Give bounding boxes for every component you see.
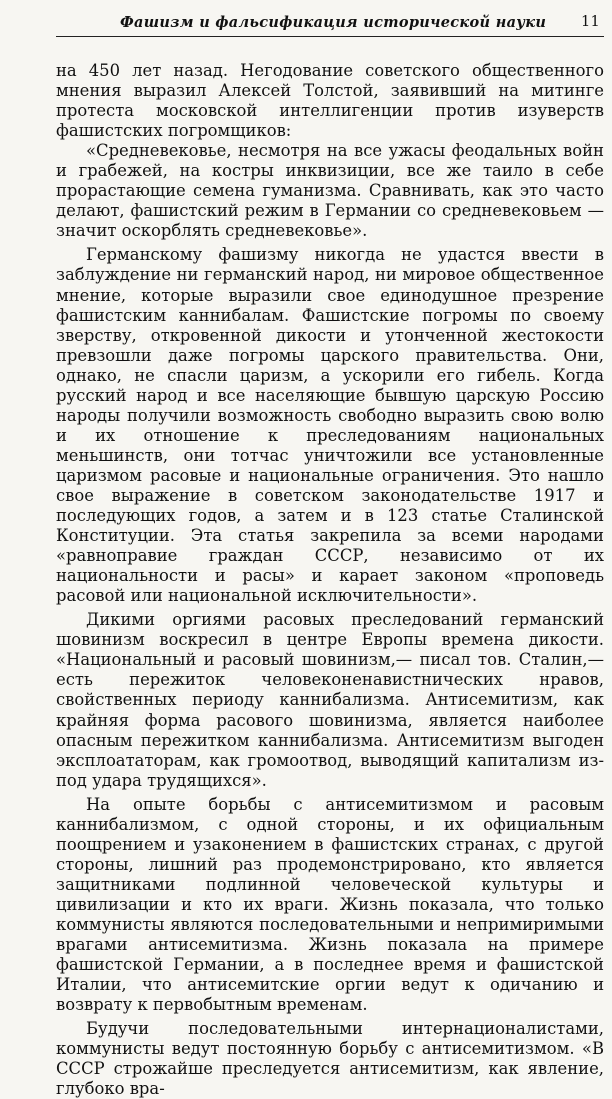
paragraph: Дикими оргиями расовых преследований германский шовинизм воскресил в центре Европы времена дикости. «Национальный и расовый шовинизм,— писал тов. Сталин,— есть пережиток человеконенавистнических нравов, свойственных периоду каннибализма. Антисемитизм, как крайняя форма расового шовинизма, является наиболее опасным пережитком каннибализма. Антисемитизм выгоден эксплоататорам, как громоотвод, выводящий капитализм из-под удара трудящихся». — [56, 610, 604, 790]
body-text — [56, 61, 604, 1099]
paragraph: Будучи последовательными интернационалистами, коммунисты ведут постоянную борьбу с антисемитизмом. «В СССР строжайше преследуется антисемитизм, как явление, глубоко вра- — [56, 1019, 604, 1099]
paragraph-continuation: на 450 лет назад. Негодование советского общественного мнения выразил Алексей Толстой, заявивший на митинге протеста московской интеллигенции против изуверств фашистских погромщиков: — [56, 61, 604, 141]
paragraph: Германскому фашизму никогда не удастся ввести в заблуждение ни германский народ, ни мировое общественное мнение, которые выразили свое единодушное презрение фашистским каннибалам. Фашистские погромы по своему зверству, откровенной дикости и утонченной жестокости превзошли даже погромы царского правительства. Они, однако, не спасли царизм, а ускорили его гибель. Когда русский народ и все населяющие бывшую царскую Россию народы получили возможность свободно выразить свою волю и их отношение к преследованиям национальных меньшинств, они тотчас уничтожили все установленные царизмом расовые и национальные ограничения. Это нашло свое выражение в советском законодательстве 1917 и последующих годов, а затем и в 123 статье Сталинской Конституции. Эта статья закрепила за всеми народами «равноправие граждан СССР, независимо от их национальности и расы» и карает законом «проповедь расовой или национальной исключительности». — [56, 245, 604, 606]
page-number: 11 — [580, 14, 600, 30]
paragraph: На опыте борьбы с антисемитизмом и расовым каннибализмом, с одной стороны, и их официальным поощрением и узаконением в фашистских странах, с другой стороны, лишний раз продемонстрировано, кто является защитниками подлинной человеческой культуры и цивилизации и кто их враги. Жизнь показала, что только коммунисты являются последовательными и непримиримыми врагами антисемитизма. Жизнь показала на примере фашистской Германии, а в последнее время и фашистской Италии, что антисемитские оргии ведут к одичанию и возврату к первобытным временам. — [56, 794, 604, 1015]
running-head — [120, 12, 600, 38]
running-title: Фашизм и фальсификация исторической науки — [120, 14, 547, 31]
paragraph-quote-tolstoy: «Средневековье, несмотря на все ужасы феодальных войн и грабежей, на костры инквизиции, все же таило в себе прорастающие семена гуманизма. Сравнивать, как это часто делают, фашистский режим в Германии со средневековьем — значит оскорблять средневековье». — [56, 141, 604, 241]
header-rule — [56, 36, 604, 37]
